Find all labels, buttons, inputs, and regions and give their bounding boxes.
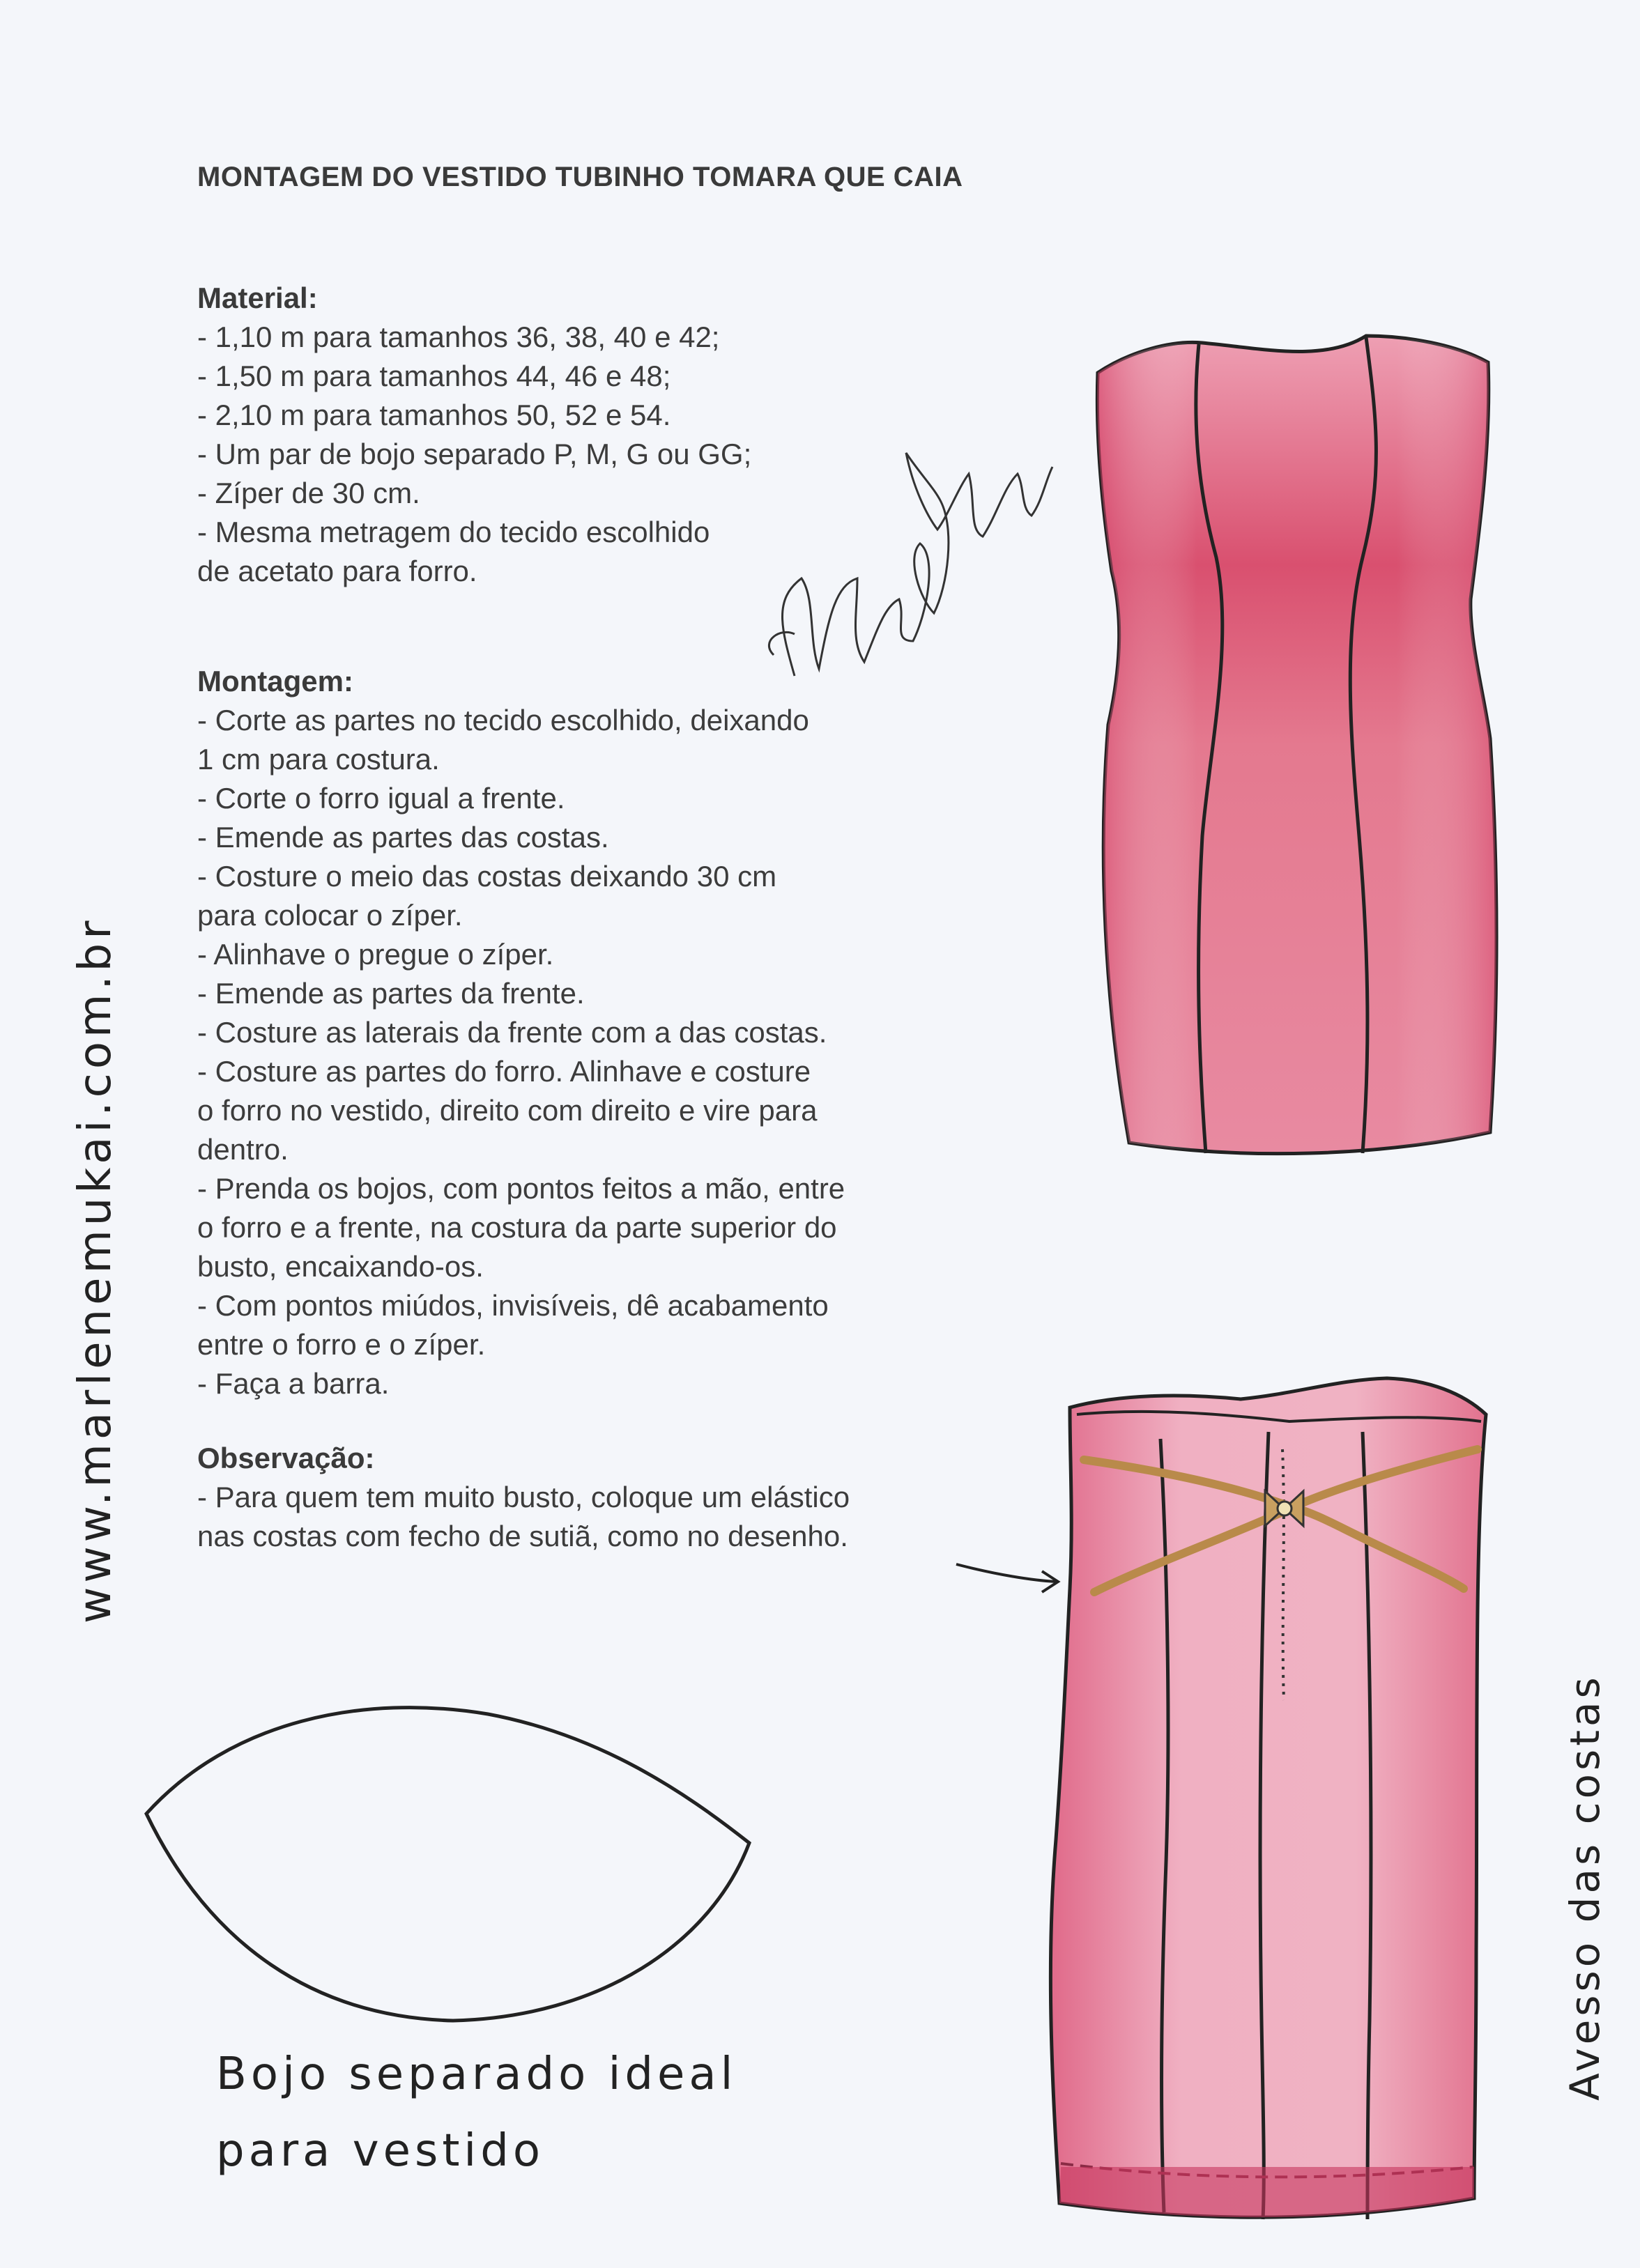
assembly-line: 1 cm para costura. xyxy=(197,743,440,776)
front-dress-illustration xyxy=(1097,336,1496,1154)
material-line: - Mesma metragem do tecido escolhido xyxy=(197,516,710,548)
back-view-label: Avesso das costas xyxy=(1561,1674,1609,2101)
assembly-line: entre o forro e o zíper. xyxy=(197,1328,486,1361)
assembly-line: - Alinhave o pregue o zíper. xyxy=(197,938,554,971)
assembly-line: - Emende as partes da frente. xyxy=(197,977,585,1010)
back-dress-illustration xyxy=(1050,1378,1486,2219)
note-heading: Observação: xyxy=(197,1442,375,1474)
assembly-line: - Costure as partes do forro. Alinhave e costure xyxy=(197,1055,811,1088)
assembly-line: - Costure o meio das costas deixando 30 cm xyxy=(197,860,777,893)
cup-caption-line2: para vestido xyxy=(216,2125,544,2177)
assembly-line: - Costure as laterais da frente com a das costas. xyxy=(197,1016,827,1049)
assembly-line: dentro. xyxy=(197,1133,289,1166)
note-line: nas costas com fecho de sutiã, como no desenho. xyxy=(197,1520,848,1552)
material-line: - 1,10 m para tamanhos 36, 38, 40 e 42; xyxy=(197,321,720,353)
material-line: - 2,10 m para tamanhos 50, 52 e 54. xyxy=(197,399,671,431)
assembly-heading: Montagem: xyxy=(197,665,353,697)
assembly-line: para colocar o zíper. xyxy=(197,899,463,932)
assembly-line: - Corte o forro igual a frente. xyxy=(197,782,565,815)
assembly-line: - Corte as partes no tecido escolhido, deixando xyxy=(197,704,809,736)
material-heading: Material: xyxy=(197,281,318,314)
bra-cup-illustration xyxy=(146,1708,749,2021)
cup-caption-line1: Bojo separado ideal xyxy=(216,2049,737,2100)
assembly-line: - Prenda os bojos, com pontos feitos a mão, entre xyxy=(197,1172,845,1205)
material-line: - Um par de bojo separado P, M, G ou GG; xyxy=(197,438,752,470)
assembly-line: o forro no vestido, direito com direito e vire para xyxy=(197,1094,818,1127)
assembly-line: - Com pontos miúdos, invisíveis, dê acabamento xyxy=(197,1289,829,1322)
material-line: - Zíper de 30 cm. xyxy=(197,477,420,509)
assembly-line: busto, encaixando-os. xyxy=(197,1250,484,1283)
assembly-line: - Emende as partes das costas. xyxy=(197,821,609,854)
material-line: - 1,50 m para tamanhos 44, 46 e 48; xyxy=(197,360,671,392)
assembly-line: - Faça a barra. xyxy=(197,1367,390,1400)
website-watermark: www.marlenemukai.com.br xyxy=(70,916,121,1623)
note-line: - Para quem tem muito busto, coloque um elástico xyxy=(197,1481,850,1513)
signature-mark xyxy=(769,453,1052,676)
assembly-line: o forro e a frente, na costura da parte superior do xyxy=(197,1211,837,1244)
arrow-icon xyxy=(956,1564,1058,1592)
page-title: MONTAGEM DO VESTIDO TUBINHO TOMARA QUE CAIA xyxy=(197,162,963,192)
material-line: de acetato para forro. xyxy=(197,555,477,587)
